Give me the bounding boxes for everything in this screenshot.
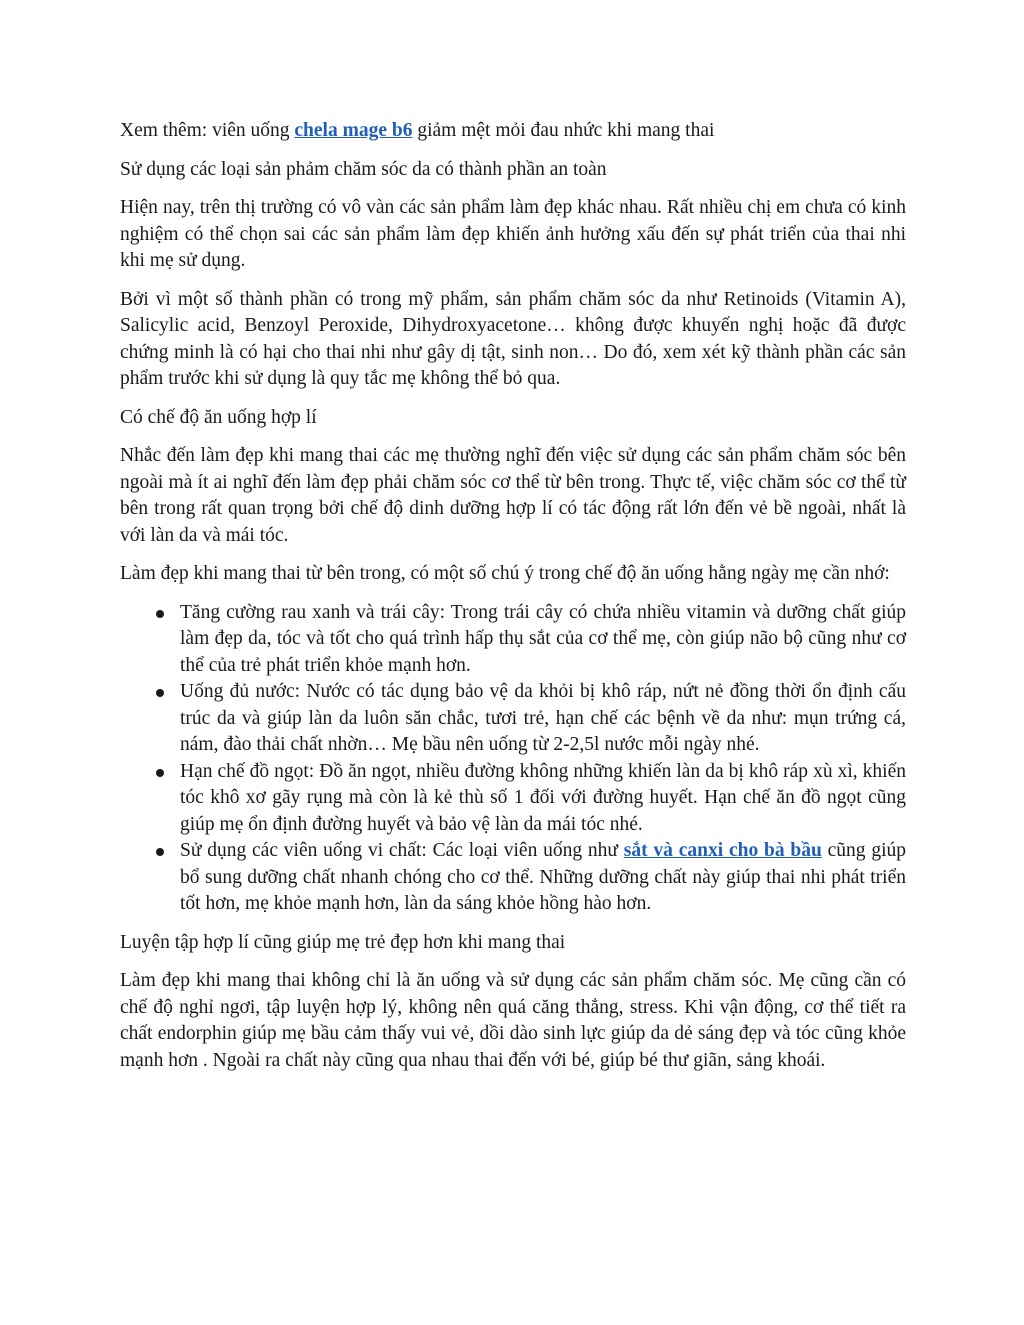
list-item-text: Uống đủ nước: Nước có tác dụng bảo vệ da khỏi bị khô ráp, nứt nẻ đồng thời ổn định cấu trúc da và giúp làn da luôn săn chắc, tươi trẻ, hạn chế các bệnh về da như: mụn trứng cá, nám, đào thải chất nhờn… Mẹ bầu nên uống từ 2-2,5l nước mỗi ngày nhé. [180,681,906,755]
list-item-text: Tăng cường rau xanh và trái cây: Trong trái cây có chứa nhiều vitamin và dưỡng chất giúp làm đẹp da, tóc và tốt cho quá trình hấp thụ sắt của cơ thể mẹ, còn giúp não bộ cũng như cơ thể của trẻ phát triển khỏe mạnh hơn. [180,601,906,676]
paragraph-skincare-intro: Hiện nay, trên thị trường có vô vàn các sản phẩm làm đẹp khác nhau. Rất nhiều chị em chưa có kinh nghiệm có thể chọn sai các sản phẩm làm đẹp khiến ảnh hưởng xấu đến sự phát triển của thai nhi khi mẹ sử dụng. [120,197,906,271]
list-item-text-after: cũng giúp bổ sung dưỡng chất nhanh chóng cho cơ thể. Những dưỡng chất này giúp thai nhi phát triển tốt hơn, mẹ khỏe mạnh hơn, làn da sáng khỏe hồng hào hơn. [180,840,906,914]
list-item [120,600,906,680]
list-item [120,679,906,759]
paragraph-diet-notes: Làm đẹp khi mang thai từ bên trong, có một số chú ý trong chế độ ăn uống hằng ngày mẹ cần nhớ: [120,563,890,584]
diet-bullet-list [120,600,906,918]
section-heading-diet: Có chế độ ăn uống hợp lí [120,406,317,428]
document-page [120,118,906,1086]
bullet-icon [156,610,164,618]
see-also-text-before: Xem thêm: viên uống [120,120,295,141]
see-also-text-after: giảm mệt mỏi đau nhức khi mang thai [412,120,715,141]
list-item [120,838,906,918]
paragraph-exercise: Làm đẹp khi mang thai không chỉ là ăn uống và sử dụng các sản phẩm chăm sóc. Mẹ cũng cần có chế độ nghỉ ngơi, tập luyện hợp lý, không nên quá căng thẳng, stress. Khi vận động, cơ thể tiết ra chất endorphin giúp mẹ bầu cảm thấy vui vẻ, dồi dào sinh lực giúp da dẻ sáng đẹp và tóc cũng khỏe mạnh hơn . Ngoài ra chất này cũng qua nhau thai đến với bé, giúp bé thư giãn, sảng khoái. [120,970,906,1071]
section-heading-exercise: Luyện tập hợp lí cũng giúp mẹ trẻ đẹp hơn khi mang thai [120,931,566,953]
bullet-icon [156,769,164,777]
chela-mage-b6-link[interactable]: chela mage b6 [294,120,413,141]
section-heading-skincare: Sử dụng các loại sản phảm chăm sóc da có thành phần an toàn [120,158,607,180]
list-item-text-before: Sử dụng các viên uống vi chất: Các loại viên uống như [180,840,624,861]
list-item [120,759,906,839]
bullet-icon [156,848,164,856]
paragraph-skincare-ingredients: Bởi vì một số thành phần có trong mỹ phẩm, sản phẩm chăm sóc da như Retinoids (Vitamin A), Salicylic acid, Benzoyl Peroxide, Dihydroxyacetone… không được khuyến nghị hoặc đã được chứng minh là có hại cho thai nhi như gây dị tật, sinh non… Do đó, xem xét kỹ thành phần các sản phẩm trước khi sử dụng là quy tắc mẹ không thể bỏ qua. [120,288,906,389]
iron-calcium-link[interactable]: sắt và canxi cho bà bầu [623,840,822,861]
bullet-icon [156,689,164,697]
paragraph-diet-intro: Nhắc đến làm đẹp khi mang thai các mẹ thường nghĩ đến việc sử dụng các sản phẩm chăm sóc bên ngoài mà ít ai nghĩ đến làm đẹp phải chăm sóc cơ thể từ bên trong. Thực tế, việc chăm sóc cơ thể từ bên trong rất quan trọng bởi chế độ dinh dưỡng hợp lí có tác động rất lớn đến vẻ bề ngoài, nhất là với làn da và mái tóc. [120,445,906,546]
see-also-paragraph [120,118,906,145]
list-item-text: Hạn chế đồ ngọt: Đồ ăn ngọt, nhiều đường không những khiến làn da bị khô ráp xù xì, khiến tóc khô xơ gãy rụng mà còn là kẻ thù số 1 đối với đường huyết. Hạn chế ăn đồ ngọt cũng giúp mẹ ổn định đường huyết và bảo vệ làn da mái tóc nhé. [180,760,906,835]
